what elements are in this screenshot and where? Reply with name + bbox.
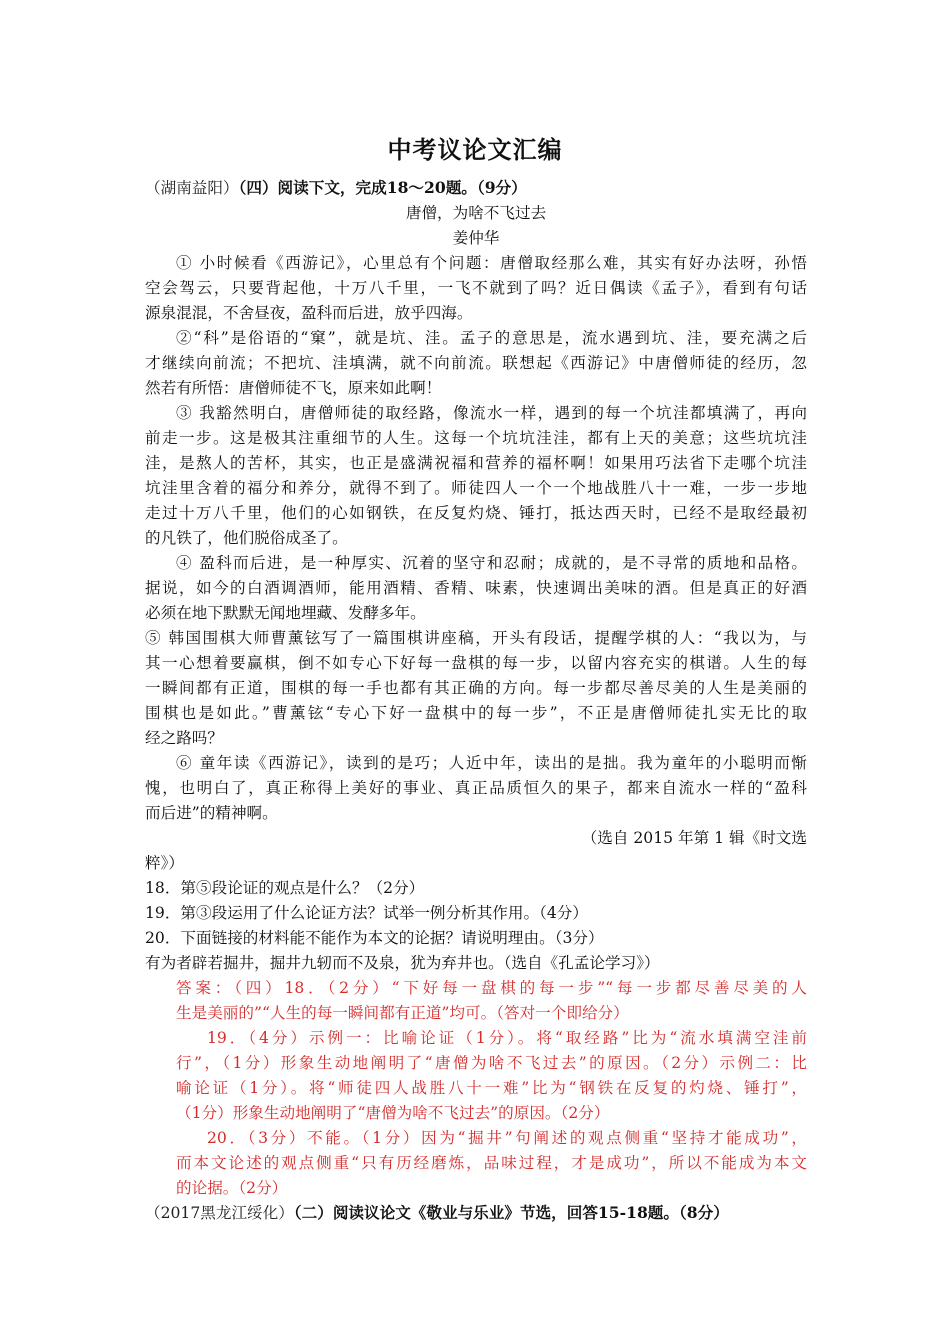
- paragraph-line: 必须在地下默默无闻地埋藏、发酵多年。: [145, 604, 426, 622]
- paragraph-line: 的凡铁了，他们脱俗成圣了。: [145, 529, 348, 547]
- answer-line: （1分）形象生动地阐明了“唐僧为啥不飞过去”的原因。（2分）: [176, 1104, 610, 1122]
- section-1-header: [145, 176, 807, 201]
- section-1-instruction: （四）阅读下文，完成18～20题。（9分）: [238, 178, 527, 197]
- answer-line: 19．（4分）示例一：比喻论证（1分）。将“取经路”比为“流水填满空洼前: [207, 1029, 807, 1047]
- paragraph-line: 坑洼里含着的福分和养分，就得不到了。师徒四人一个一个地战胜八十一难，一步一步地: [145, 479, 807, 497]
- paragraph-line: ⑥ 童年读《西游记》，读到的是巧；人近中年，读出的是拙。我为童年的小聪明而惭: [176, 754, 807, 772]
- answer-line: 而本文论述的观点侧重“只有历经磨炼，品味过程，才是成功”，所以不能成为本文: [176, 1154, 807, 1172]
- paragraph-line: ⑤ 韩国围棋大师曹薰铉写了一篇围棋讲座稿，开头有段话，提醒学棋的人：“我以为，与: [145, 629, 807, 647]
- paragraph-line: 据说，如今的白酒调酒师，能用酒精、香精、味素，快速调出美味的酒。但是真正的好酒: [145, 579, 807, 597]
- paragraph-line: 才继续向前流；不把坑、洼填满，就不向前流。联想起《西游记》中唐僧师徒的经历，忽: [145, 354, 807, 372]
- answer-line: 生是美丽的”“人生的每一瞬间都有正道”均可。（答对一个即给分）: [176, 1004, 629, 1022]
- page-title: 中考议论文汇编: [387, 136, 563, 164]
- article-title: 唐僧，为啥不飞过去: [405, 204, 547, 222]
- answer-line: 喻论证（1分）。将“师徒四人战胜八十一难”比为“钢铁在反复的灼烧、锤打”，: [176, 1079, 807, 1097]
- paragraph-line: 围棋也是如此。”曹薰铉“专心下好一盘棋中的每一步”，不正是唐僧师徒扎实无比的取: [145, 704, 807, 722]
- paragraph-line: ②“科”是俗语的“窠”，就是坑、洼。孟子的意思是，流水遇到坑、洼，要充满之后: [176, 329, 807, 347]
- citation: 粹》）: [145, 854, 184, 872]
- question-19: 19．第③段运用了什么论证方法？试举一例分析其作用。（4分）: [145, 904, 588, 922]
- paragraph-line: ④ 盈科而后进，是一种厚实、沉着的坚守和忍耐；成就的，是不寻常的质地和品格。: [176, 554, 807, 572]
- article-author: 姜仲华: [452, 229, 500, 247]
- question-20: 20．下面链接的材料能不能作为本文的论据？请说明理由。（3分）: [145, 929, 604, 947]
- paragraph-line: 空会驾云，只要背起他，十万八千里，一飞不就到了吗？近日偶读《孟子》，看到有句话: [145, 279, 807, 297]
- paragraph-line: 愧，也明白了，真正称得上美好的事业、真正品质恒久的果子，都来自流水一样的“盈科: [145, 779, 807, 797]
- answer-line: 答案：（四）18．（2分）“下好每一盘棋的每一步”“每一步都尽善尽美的人: [176, 979, 807, 997]
- paragraph-line: 走过十万八千里，他们的心如钢铁，在反复灼烧、锤打，抵达西天时，已经不是取经最初: [145, 504, 807, 522]
- section-1-source: （湖南益阳）: [145, 179, 239, 197]
- paragraph-line: ③ 我豁然明白，唐僧师徒的取经路，像流水一样，遇到的每一个坑洼都填满了，再向: [176, 404, 807, 422]
- answer-line: 20．（3分）不能。（1分）因为“掘井”句阐述的观点侧重“坚持才能成功”，: [207, 1129, 807, 1147]
- paragraph-line: 然若有所悟：唐僧师徒不飞，原来如此啊！: [145, 379, 442, 397]
- paragraph-line: 一瞬间都有正道，围棋的每一手也都有其正确的方向。每一步都尽善尽美的人生是美丽的: [145, 679, 807, 697]
- answer-line: 行”，（1分）形象生动地阐明了“唐僧为啥不飞过去”的原因。（2分）示例二：比: [176, 1054, 807, 1072]
- citation: （选自 2015 年第 1 辑《时文选: [581, 829, 807, 847]
- section-2-instruction: （二）阅读议论文《敬业与乐业》节选，回答15-18题。（8分）: [293, 1203, 729, 1222]
- paragraph-line: 前走一步。这是极其注重细节的人生。这每一个坑坑洼洼，都有上天的美意；这些坑坑洼: [145, 429, 807, 447]
- question-18: 18．第⑤段论证的观点是什么？（2分）: [145, 879, 425, 897]
- paragraph-line: 源泉混混，不舍昼夜，盈科而后进，放乎四海。: [145, 304, 473, 322]
- section-2-header: [145, 1201, 807, 1226]
- paragraph-line: 其一心想着要赢棋，倒不如专心下好每一盘棋的每一步，以留内容充实的棋谱。人生的每: [145, 654, 807, 672]
- paragraph-line: ① 小时候看《西游记》，心里总有个问题：唐僧取经那么难，其实有好办法呀，孙悟: [176, 254, 807, 272]
- answer-line: 的论据。（2分）: [176, 1179, 288, 1197]
- section-2-source: （2017黑龙江绥化）: [145, 1204, 294, 1222]
- paragraph-line: 而后进”的精神啊。: [145, 804, 278, 822]
- link-material: 有为者辟若掘井，掘井九轫而不及泉，犹为弃井也。（选自《孔孟论学习》）: [145, 954, 660, 972]
- paragraph-line: 经之路吗？: [145, 729, 223, 747]
- paragraph-line: 洼，是熬人的苦杯，其实，也正是盛满祝福和营养的福杯啊！如果用巧法省下走哪个坑洼: [145, 454, 807, 472]
